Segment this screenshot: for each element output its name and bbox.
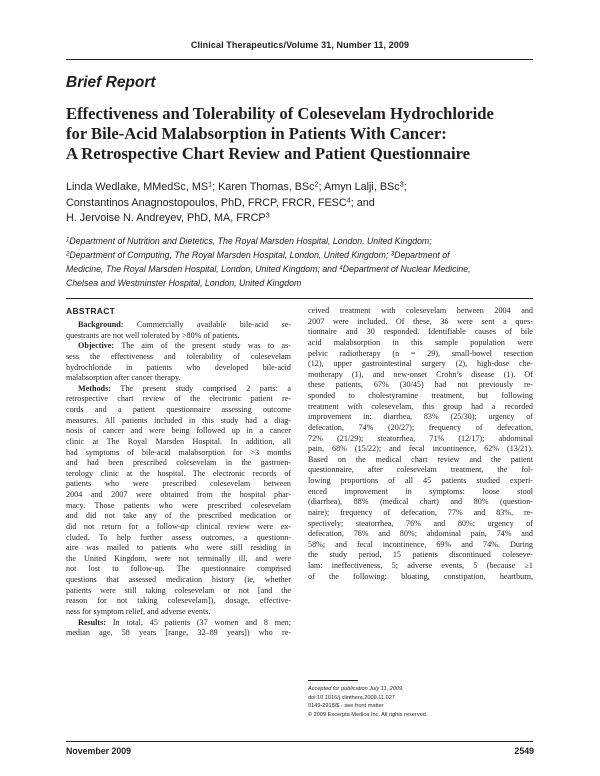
text-line: macy. Those patients who were prescribed colesevelam [66,500,291,510]
text-line: improvement in: diarrhea, 83% (25/30); urgency of [308,412,533,422]
text-line: questrants are not well tolerated by >80% of patients. [66,330,240,340]
text-line: reason for not taking colesevelam]), dosage, effective- [66,596,291,606]
author-name: H. Jervoise N. Andreyev, PhD, MA, FRCP [66,212,266,224]
affiliation-line [66,276,536,290]
affiliation-line [66,234,536,248]
text-line: (12), upper gastrointestinal surgery (2), high-dose che- [308,359,533,369]
label-methods: Methods: [78,383,111,393]
text-line: median age, 58 years [range, 32–89 years]) who re- [66,628,291,638]
affil-mark: 2 [66,251,70,258]
affiliation-line [66,248,536,262]
text-line: the United Kingdom, were not terminally ill, and were [66,553,291,563]
text-line: had symptoms of bile-acid malabsorption for >3 months [66,447,291,457]
article-title [66,104,536,164]
title-line: A Retrospective Chart Review and Patient Questionnaire [66,144,471,163]
affiliation-text: Chelsea and Westminster Hospital, London, United Kingdom [66,278,302,288]
footnote-rule [308,680,358,681]
text-line: cords and a patient questionnaire assessing outcome [66,405,291,414]
label-background: Background: [78,320,124,329]
text-line: clinic at The Royal Marsden Hospital. In addition, all [66,436,291,446]
text-line: lowing proportions of all 45 patients studied experi- [308,476,533,485]
text-line: sess the effectiveness and tolerability of colesevelam [66,351,291,361]
footnote-accepted: Accepted for publication July 11, 2009. [308,686,404,692]
author-list [66,180,536,227]
footnote-copyright: © 2009 Excerpta Medica Inc. All rights reserved. [308,712,428,719]
text-line: treatment with colesevelam, this group had a recorded [308,401,533,411]
text-line: motherapy (1), and new-onset Crohn’s disease (1). Of [308,369,533,379]
text-line: patients were still taking colesevelam or not [and the [66,585,291,595]
affil-mark: 3 [390,251,395,258]
footnote-doi: doi:10.1016/j.clinthera.2009.11.027 [308,694,395,701]
text-line: did not return for a follow-up clinical review were ex- [66,521,291,531]
label-objective: Objective: [78,341,115,351]
text-line: and did not take any of the prescribed medication or [66,511,291,521]
author-affil-mark: 3 [265,210,270,220]
text-line: defecation, 76% and 80%; abdominal pain, 74% and [308,529,533,539]
affiliation-text: Department of Nutrition and Dietetics, The Royal Marsden Hospital, London, United Kingdom; [69,236,432,246]
author-name: Amyn Lalji, BSc [324,181,400,193]
header-rule [66,59,533,60]
label-results: Results: [78,617,106,627]
affiliation-text: Department of Nuclear Medicine, [342,264,471,274]
author-line: Constantinos Anagnostopoulos, PhD, FRCP, FRCR, FESC$^4$; and [66,195,375,209]
text-line: cluded. To help further assess outcomes, a questionn- [66,532,291,542]
title-line: for Bile-Acid Malabsorption in Patients With Cancer: [66,124,447,143]
author-affil-mark: 3 [399,179,404,189]
text-line: 58%; and fecal incontinence, 69% and 74%. During [308,539,533,549]
affiliation-line [66,262,536,276]
footer-rule [66,741,533,742]
text-line: hydrochloride in patients who developed bile-acid [66,362,291,372]
text-line: defecation, 74% (20/27); frequency of defecation, [308,422,533,432]
article-footnotes [308,685,427,720]
footer-date: November 2009 [66,746,132,756]
text-line: nosis of cancer and were being followed up in a cancer [66,426,291,436]
text-line: 72% (21/29); steatorrhea, 71% (12/17); abdominal [308,433,533,443]
text-line: spectively; steatorrhea, 76% and 80%; urgency of [308,518,533,528]
text-line [66,341,291,352]
text-line: sponded to cholestyramine treatment, but following [308,391,533,400]
text-line: not lost to follow-up. The questionnaire comprised [66,564,291,574]
text-line: aire was mailed to patients who were still residing in [66,543,291,553]
abstract-heading: ABSTRACT [66,306,116,316]
text-line: Based on the medical chart review and the patient [308,454,533,464]
text-line: patients who were prescribed colesevelam between [66,479,291,489]
author-name: Constantinos Anagnostopoulos, PhD, FRCP, FRCR, FESC [66,196,347,209]
text-line [66,320,291,331]
affiliation-text: Department of Computing, The Royal Marsden Hospital, London, United Kingdom; [69,250,389,260]
text-run: Commercially available bile-acid se- [136,320,292,329]
text-line: these patients, 67% (30/45) had not previously re- [308,380,533,390]
text-line: measures. All patients included in this study had a diag- [66,415,291,425]
text-line [66,384,291,395]
author-affil-mark: 2 [314,179,319,189]
text-line: lam: ineffectiveness, 5; adverse events, 5 (because ≥1 [308,561,533,570]
affiliation-text: Medicine, The Royal Marsden Hospital, London, United Kingdom; and [66,264,337,274]
abstract-rule [66,298,533,299]
text-run: The present study comprised 2 parts: a [120,383,291,393]
text-line: acid malabsorption in this sample population were [308,337,533,347]
text-line: 2004 and 2007 were obtained from the hospital phar- [66,490,291,499]
text-line [66,618,291,629]
text-line: 2007 were included. Of these, 36 were sent a ques- [308,316,533,326]
text-line: and had been prescribed colesevelam in the gastroen- [66,458,291,468]
text-line: tionnaire and 30 responded. Identifiable causes of bile [308,327,533,337]
text-line: of the following: bloating, constipation, heartburn, [308,571,533,581]
text-line: enced improvement in symptoms: loose stool [308,486,533,496]
text-run: The aim of the present study was to as- [121,341,292,351]
abstract-column-left [66,320,291,639]
text-line: ness for symptom relief, and adverse events. [66,606,211,616]
author-affil-mark: 4 [346,195,351,205]
author-line: Linda Wedlake, MMedSc, $MS^1$; Karen Thomas, BSc$^2$; Amyn Lalji, BSc$^3$; [66,179,407,193]
affil-mark: 4 [339,265,343,272]
running-head: Clinical Therapeutics/Volume 31, Number 11, 2009 [190,40,410,50]
affiliations [66,234,536,290]
text-line: pain, 68% (15/22); and fecal incontinence, 62% (13/21). [308,444,533,454]
affiliation-text: Department of [394,250,450,260]
affil-mark: 1 [66,237,70,244]
page-number: 2549 [514,746,534,756]
author-conjunction: and [356,196,375,209]
author-name: Linda Wedlake, MMedSc, MS [66,181,209,193]
text-run: In total, 45 patients (37 women and 8 men; [112,617,291,627]
text-line: malabsorption after cancer therapy. [66,373,181,383]
text-line: the study period, 15 patients discontinued coleseve- [308,550,533,560]
text-line: (diarrhea), 88% (medical chart) and 80% (question- [308,497,533,507]
text-line: naire); frequency of defecation, 77% and 83%, re- [308,507,533,517]
text-line: questions that assessed medication history (ie, whether [66,575,291,584]
title-line: Effectiveness and Tolerability of Colesevelam Hydrochloride [66,104,494,123]
author-affil-mark: 1 [208,179,213,189]
author-line [66,211,536,227]
text-line: retrospective chart review of the electronic patient re- [66,394,291,404]
section-label: Brief Report [66,74,156,91]
author-name: Karen Thomas, BSc [218,181,315,193]
footnote-issn: 0149-2918/$ - see front matter [308,703,384,710]
abstract-column-right [308,306,533,582]
text-line: terology clinic at the hospital. The electronic records of [66,468,291,478]
text-line: ceived treatment with colesevelam between 2004 and [308,306,533,315]
text-line: pelvic radiotherapy (n = 29), small-bowel resection [308,348,533,358]
text-line: questionnaire, after colesevelam treatment, the fol- [308,465,533,475]
